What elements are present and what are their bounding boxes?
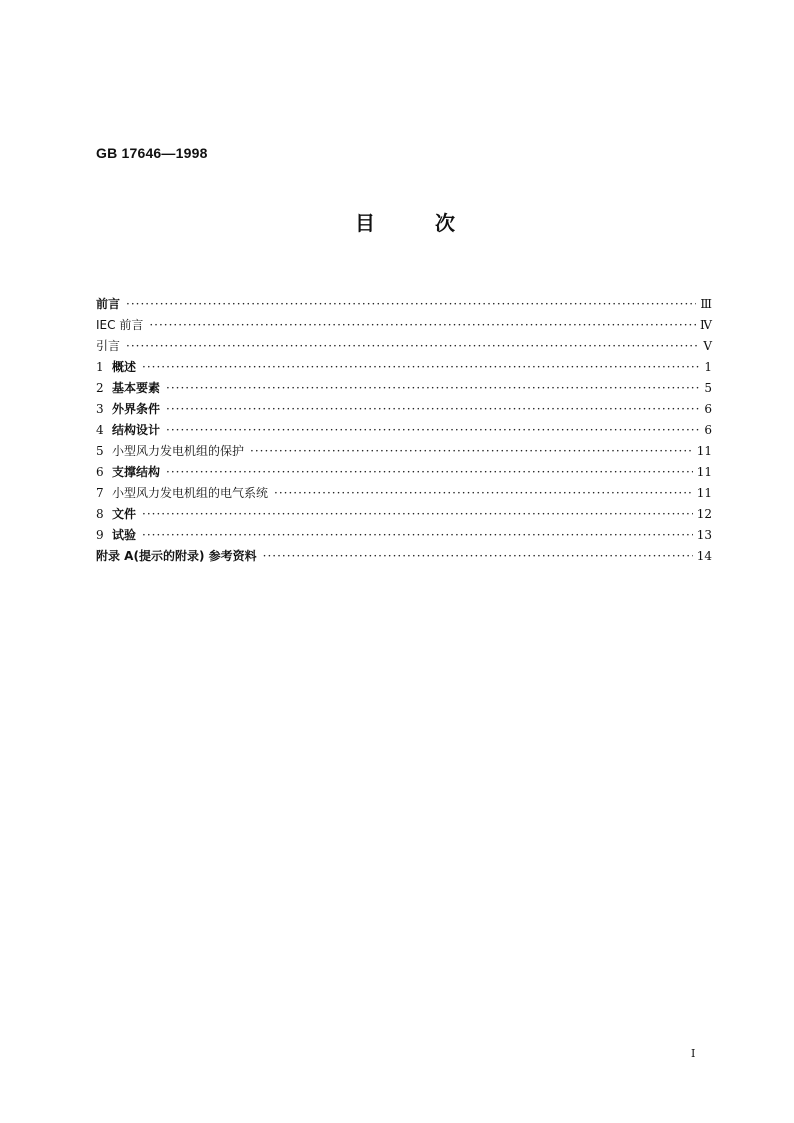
toc-entry-title: 试验 [112, 528, 137, 542]
toc-entry-title: 概述 [112, 360, 137, 374]
toc-entry-title: 引言 [96, 339, 121, 353]
toc-leader-dots [166, 420, 700, 441]
toc-entry-title: 文件 [112, 507, 137, 521]
toc-entry[interactable] [96, 462, 712, 483]
toc-entry-number: 5 [96, 444, 104, 458]
table-of-contents [96, 294, 712, 567]
toc-entry-page: 5 [704, 381, 712, 395]
toc-entry[interactable] [96, 294, 712, 315]
toc-leader-dots [166, 462, 693, 483]
toc-entry[interactable] [96, 525, 712, 546]
toc-entry-title: 支撑结构 [112, 465, 161, 479]
toc-entry-number: 8 [96, 507, 104, 521]
toc-leader-dots [263, 546, 693, 567]
toc-entry[interactable] [96, 546, 712, 567]
toc-entry-title: 外界条件 [112, 402, 161, 416]
toc-entry-number: 9 [96, 528, 104, 542]
toc-entry-title: 小型风力发电机组的电气系统 [112, 486, 269, 500]
toc-entry-page: 14 [696, 549, 712, 563]
toc-entry[interactable] [96, 504, 712, 525]
toc-leader-dots [250, 441, 693, 462]
toc-entry-number: 3 [96, 402, 104, 416]
toc-leader-dots [126, 336, 699, 357]
toc-entry-page: 11 [696, 465, 712, 479]
toc-entry-page: 11 [696, 444, 712, 458]
toc-entry[interactable] [96, 399, 712, 420]
toc-entry-title: 小型风力发电机组的保护 [112, 444, 245, 458]
toc-leader-dots [142, 525, 693, 546]
toc-entry[interactable] [96, 420, 712, 441]
toc-entry-number: 6 [96, 465, 104, 479]
toc-entry-number: 4 [96, 423, 104, 437]
toc-leader-dots [126, 294, 696, 315]
toc-entry-number: 7 [96, 486, 104, 500]
title-part-2: 次 [435, 211, 455, 235]
toc-entry-page: Ⅳ [700, 318, 712, 332]
toc-entry-title: IEC 前言 [96, 318, 144, 332]
toc-entry-title: 结构设计 [112, 423, 161, 437]
toc-entry-number: 2 [96, 381, 104, 395]
toc-entry[interactable] [96, 357, 712, 378]
toc-entry-number: 1 [96, 360, 104, 374]
toc-leader-dots [166, 399, 700, 420]
page-number: Ⅰ [691, 1047, 696, 1060]
toc-entry[interactable] [96, 441, 712, 462]
toc-entry-page: Ⅴ [703, 339, 712, 353]
toc-entry-title: 基本要素 [112, 381, 161, 395]
toc-entry-page: 13 [696, 528, 712, 542]
title-part-1: 目 [355, 211, 375, 235]
toc-entry[interactable] [96, 378, 712, 399]
toc-entry-page: 1 [704, 360, 712, 374]
toc-entry-title: 附录 A(提示的附录) 参考资料 [96, 549, 257, 563]
toc-entry[interactable] [96, 315, 712, 336]
toc-entry-page: 12 [696, 507, 712, 521]
toc-leader-dots [166, 378, 700, 399]
toc-entry[interactable] [96, 483, 712, 504]
standard-code: GB 17646—1998 [96, 145, 208, 161]
page-title [355, 207, 455, 236]
toc-leader-dots [142, 357, 700, 378]
toc-entry-page: 11 [696, 486, 712, 500]
toc-entry-title: 前言 [96, 297, 121, 311]
toc-entry-page: Ⅲ [700, 297, 712, 311]
toc-entry-page: 6 [704, 402, 712, 416]
toc-leader-dots [274, 483, 693, 504]
toc-leader-dots [149, 315, 696, 336]
toc-leader-dots [142, 504, 693, 525]
toc-entry-page: 6 [704, 423, 712, 437]
toc-entry[interactable] [96, 336, 712, 357]
